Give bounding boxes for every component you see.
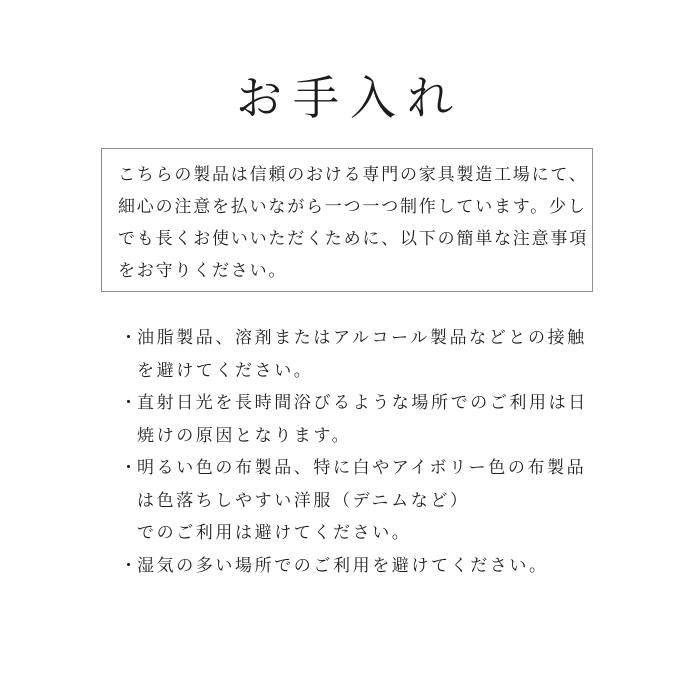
list-item-line: 明るい色の布製品、特に白やアイボリー色の布製品: [137, 458, 587, 478]
list-item-text: [137, 550, 700, 583]
list-item-text: [137, 387, 700, 452]
list-item: [120, 387, 700, 452]
intro-box: [101, 148, 593, 292]
intro-line: でも長くお使いいただくために、以下の簡単な注意事項: [118, 229, 588, 249]
page-title: お手入れ: [236, 71, 464, 125]
bullet-marker: ・: [120, 458, 137, 478]
intro-line: こちらの製品は信頼のおける専門の家具製造工場にて、: [118, 165, 588, 185]
intro-line: 細心の注意を払いながら一つ一つ制作しています。少し: [118, 197, 587, 217]
list-item: [120, 322, 700, 387]
bullet-marker: ・: [120, 555, 137, 576]
care-list: [120, 322, 700, 582]
list-item-line: を避けてください。: [137, 360, 314, 381]
list-item-line: 油脂製品、溶剤またはアルコール製品などとの接触: [137, 328, 587, 348]
list-item-line: 焼けの原因となります。: [137, 425, 352, 446]
list-item: [120, 452, 700, 550]
list-item-text: [137, 322, 700, 387]
intro-line: をお守りください。: [118, 261, 288, 281]
list-item-text: [137, 452, 700, 550]
list-item-line: 湿気の多い場所でのご利用を避けてください。: [137, 555, 549, 576]
list-item-line: でのご利用は避けてください。: [137, 523, 412, 543]
list-item-line: は色落ちしやすい洋服（デニムなど）: [137, 490, 470, 511]
bullet-marker: ・: [120, 328, 137, 348]
list-item: [120, 550, 700, 583]
bullet-marker: ・: [120, 393, 137, 413]
list-item-line: 直射日光を長時間浴びるような場所でのご利用は日: [137, 393, 588, 413]
